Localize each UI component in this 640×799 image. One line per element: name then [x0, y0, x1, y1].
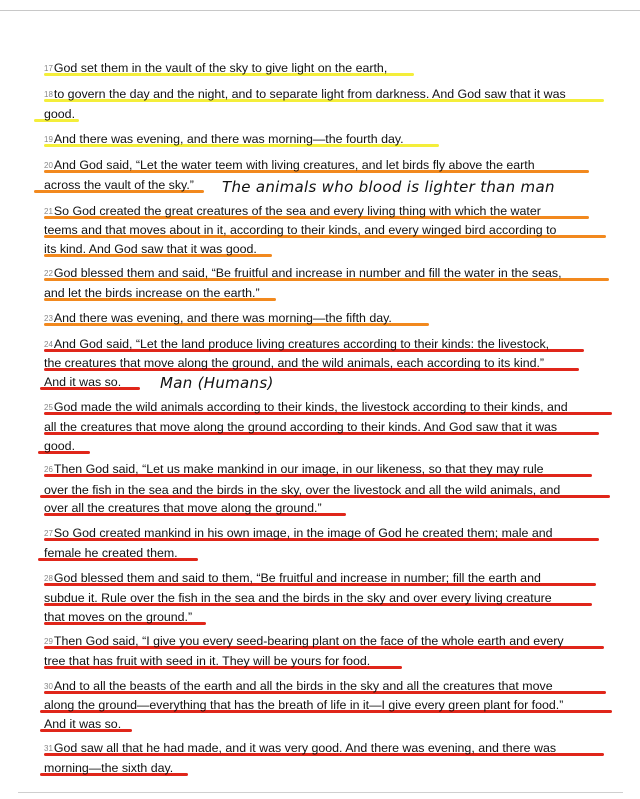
handwritten-note-man: Man (Humans) [160, 374, 274, 392]
verse-22-line-2: and let the birds increase on the earth.” [44, 286, 260, 300]
verse-23-line-1: $^{23}$And there was evening, and there was morning—the fifth day. [44, 311, 392, 325]
verse-27-line-1: $^{27}$So God created mankind in his own image, in the image of God he created them; male and [44, 526, 553, 540]
verse-29-line-1: $^{29}$Then God said, “I give you every seed-bearing plant on the face of the whole earth and every [44, 634, 564, 648]
verse-30-line-1: $^{30}$And to all the beasts of the earth and all the birds in the sky and all the creatures that move [44, 679, 553, 693]
verse-number: 17 [44, 64, 53, 73]
verse-number: 19 [44, 135, 53, 144]
verse-28-line-3: that moves on the ground.” [44, 610, 193, 624]
verse-number: 24 [44, 340, 53, 349]
verse-17-line-1: $^{17}$God set them in the vault of the sky to give light on the earth, [44, 61, 388, 75]
verse-24-line-2: the creatures that move along the ground, and the wild animals, each according to its kind.” [44, 356, 545, 370]
verse-24-line-1: $^{24}$And God said, “Let the land produce living creatures according to their kinds: the livestock, [44, 337, 550, 351]
verse-number: 22 [44, 269, 53, 278]
verse-20-line-1: $^{20}$And God said, “Let the water teem with living creatures, and let birds fly above the earth [44, 158, 535, 172]
verse-27-line-2: female he created them. [44, 546, 178, 560]
verse-20-line-2: across the vault of the sky.” [44, 178, 194, 192]
verse-25-line-2: all the creatures that move along the ground according to their kinds. And God saw that it was [44, 420, 558, 434]
page-bottom-border [18, 792, 623, 793]
verse-28-line-1: $^{28}$God blessed them and said to them, “Be fruitful and increase in number; fill the earth and [44, 571, 541, 585]
verse-25-line-1: $^{25}$God made the wild animals according to their kinds, the livestock according to their kinds, and [44, 400, 568, 414]
verse-number: 27 [44, 529, 53, 538]
verse-18-line-1: $^{18}$to govern the day and the night, and to separate light from darkness. And God saw that it was [44, 87, 566, 101]
verse-number: 31 [44, 744, 53, 753]
verse-29-line-2: tree that has fruit with seed in it. They will be yours for food. [44, 654, 371, 668]
verse-25-line-3: good. [44, 439, 76, 453]
verse-18-line-2: good. [44, 107, 76, 121]
verse-number: 29 [44, 637, 53, 646]
verse-number: 26 [44, 465, 53, 474]
verse-number: 28 [44, 574, 53, 583]
verse-28-line-2: subdue it. Rule over the fish in the sea and the birds in the sky and over every living creature [44, 591, 552, 605]
verse-number: 18 [44, 90, 53, 99]
verse-21-line-3: its kind. And God saw that it was good. [44, 242, 257, 256]
verse-31-line-1: $^{31}$God saw all that he had made, and it was very good. And there was evening, and there was [44, 741, 557, 755]
verse-number: 23 [44, 314, 53, 323]
verse-31-line-2: morning—the sixth day. [44, 761, 174, 775]
verse-number: 30 [44, 682, 53, 691]
verse-26-line-2: over the fish in the sea and the birds in the sky, over the livestock and all the wild animals, and [44, 483, 561, 497]
verse-24-line-3: And it was so. [44, 375, 122, 389]
verse-21-line-2: teems and that moves about in it, according to their kinds, and every winged bird according to [44, 223, 557, 237]
verse-26-line-3: over all the creatures that move along the ground.” [44, 501, 322, 515]
handwritten-note-animals: The animals who blood is lighter than man [222, 178, 555, 196]
verse-30-line-2: along the ground—everything that has the breath of life in it—I give every green plant for food.” [44, 698, 564, 712]
verse-21-line-1: $^{21}$So God created the great creatures of the sea and every living thing with which the water [44, 204, 541, 218]
verse-number: 21 [44, 207, 53, 216]
verse-number: 20 [44, 161, 53, 170]
verse-19-line-1: $^{19}$And there was evening, and there was morning—the fourth day. [44, 132, 404, 146]
verse-number: 25 [44, 403, 53, 412]
verse-30-line-3: And it was so. [44, 717, 122, 731]
verse-22-line-1: $^{22}$God blessed them and said, “Be fruitful and increase in number and fill the water in the seas, [44, 266, 562, 280]
verse-26-line-1: $^{26}$Then God said, “Let us make mankind in our image, in our likeness, so that they may rule [44, 462, 544, 476]
